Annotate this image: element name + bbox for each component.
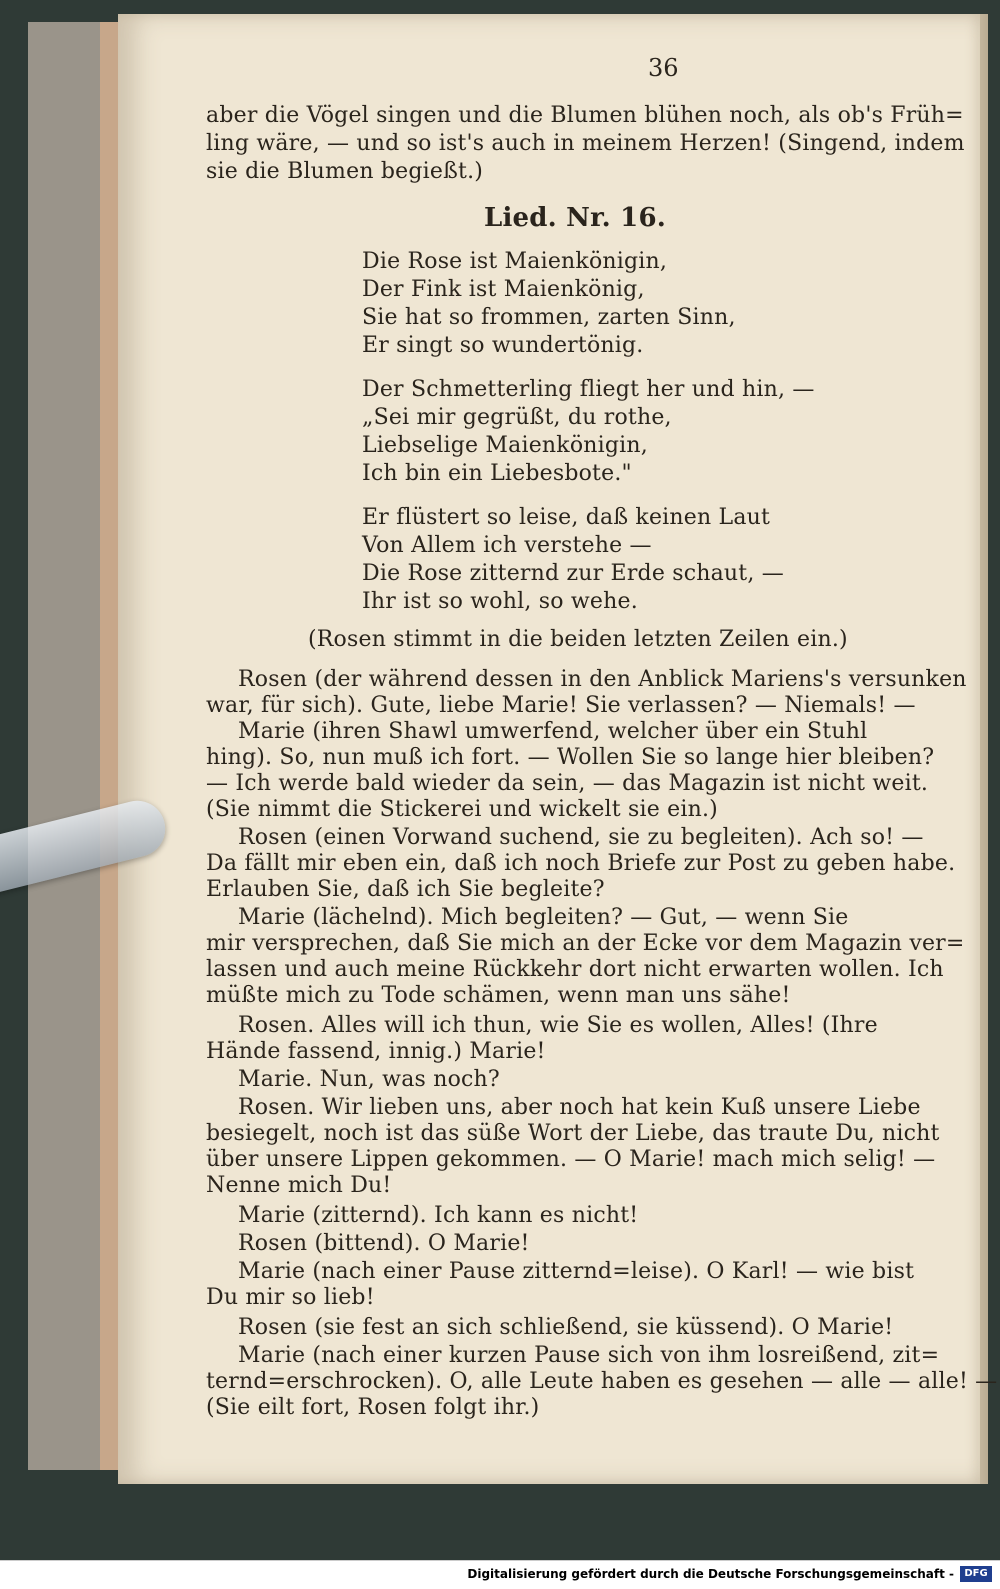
dialog-line: Rosen. Wir lieben uns, aber noch hat kein Kuß unsere Liebe: [238, 1095, 921, 1120]
dialog-line: war, für sich). Gute, liebe Marie! Sie verlassen? — Niemals! —: [206, 693, 916, 718]
dialog-line: besiegelt, noch ist das süße Wort der Liebe, das traute Du, nicht: [206, 1121, 940, 1146]
dialog-line: lassen und auch meine Rückkehr dort nicht erwarten wollen. Ich: [206, 957, 944, 982]
verse-line: Er flüstert so leise, daß keinen Laut: [362, 505, 771, 530]
book-page: [118, 14, 998, 1484]
verse-line: Er singt so wundertönig.: [362, 333, 644, 358]
dialog-line: müßte mich zu Tode schämen, wenn man uns sähe!: [206, 983, 791, 1008]
dialog-line: Marie (zitternd). Ich kann es nicht!: [238, 1203, 639, 1228]
dialog-line: mir versprechen, daß Sie mich an der Ecke vor dem Magazin ver=: [206, 931, 965, 956]
dialog-line: Hände fassend, innig.) Marie!: [206, 1039, 546, 1064]
dialog-line: Rosen (der während dessen in den Anblick Mariens's versunken: [238, 667, 967, 692]
page-number: 36: [648, 54, 679, 82]
dialog-line: (Sie nimmt die Stickerei und wickelt sie ein.): [206, 797, 718, 822]
text-line: sie die Blumen begießt.): [206, 159, 484, 184]
dialog-line: hing). So, nun muß ich fort. — Wollen Sie so lange hier bleiben?: [206, 745, 935, 770]
dialog-line: Marie (nach einer Pause zitternd=leise). O Karl! — wie bist: [238, 1259, 915, 1284]
dialog-line: Marie (nach einer kurzen Pause sich von ihm losreißend, zit=: [238, 1343, 940, 1368]
dialog-line: Erlauben Sie, daß ich Sie begleite?: [206, 877, 605, 902]
dialog-line: Rosen. Alles will ich thun, wie Sie es wollen, Alles! (Ihre: [238, 1013, 878, 1038]
dialog-line: Marie (lächelnd). Mich begleiten? — Gut, — wenn Sie: [238, 905, 849, 930]
dialog-line: — Ich werde bald wieder da sein, — das Magazin ist nicht weit.: [206, 771, 929, 796]
dialog-line: (Sie eilt fort, Rosen folgt ihr.): [206, 1395, 540, 1420]
verse-line: „Sei mir gegrüßt, du rothe,: [362, 405, 672, 430]
dialog-line: Nenne mich Du!: [206, 1173, 392, 1198]
dialog-line: ternd=erschrocken). O, alle Leute haben es gesehen — alle — alle! —: [206, 1369, 998, 1394]
dialog-line: Rosen (bittend). O Marie!: [238, 1231, 530, 1256]
text-line: ling wäre, — und so ist's auch in meinem Herzen! (Singend, indem: [206, 131, 965, 156]
stage-direction: (Rosen stimmt in die beiden letzten Zeilen ein.): [308, 627, 848, 652]
verse-line: Der Fink ist Maienkönig,: [362, 277, 645, 302]
text-line: aber die Vögel singen und die Blumen blühen noch, als ob's Früh=: [206, 103, 964, 128]
dialog-line: Du mir so lieb!: [206, 1285, 375, 1310]
page-text: [118, 14, 998, 1484]
song-heading: Lied. Nr. 16.: [484, 203, 666, 233]
dialog-line: Rosen (einen Vorwand suchend, sie zu begleiten). Ach so! —: [238, 825, 924, 850]
verse-line: Von Allem ich verstehe —: [362, 533, 652, 558]
dialog-line: Marie. Nun, was noch?: [238, 1067, 500, 1092]
verse-line: Die Rose zitternd zur Erde schaut, —: [362, 561, 784, 586]
dialog-line: über unsere Lippen gekommen. — O Marie! mach mich selig! —: [206, 1147, 936, 1172]
dialog-line: Da fällt mir eben ein, daß ich noch Briefe zur Post zu geben habe.: [206, 851, 956, 876]
verse-line: Sie hat so frommen, zarten Sinn,: [362, 305, 736, 330]
dialog-line: Marie (ihren Shawl umwerfend, welcher über ein Stuhl: [238, 719, 868, 744]
verse-line: Der Schmetterling fliegt her und hin, —: [362, 377, 815, 402]
verse-line: Ich bin ein Liebesbote.": [362, 461, 632, 486]
verse-line: Die Rose ist Maienkönigin,: [362, 249, 668, 274]
dialog-line: Rosen (sie fest an sich schließend, sie küssend). O Marie!: [238, 1315, 894, 1340]
dfg-logo: DFG: [960, 1566, 992, 1582]
verse-line: Ihr ist so wohl, so wehe.: [362, 589, 638, 614]
footer-credit: Digitalisierung gefördert durch die Deutsche Forschungsgemeinschaft -: [467, 1567, 954, 1581]
verse-line: Liebselige Maienkönigin,: [362, 433, 648, 458]
footer-bar: [0, 1560, 1000, 1589]
